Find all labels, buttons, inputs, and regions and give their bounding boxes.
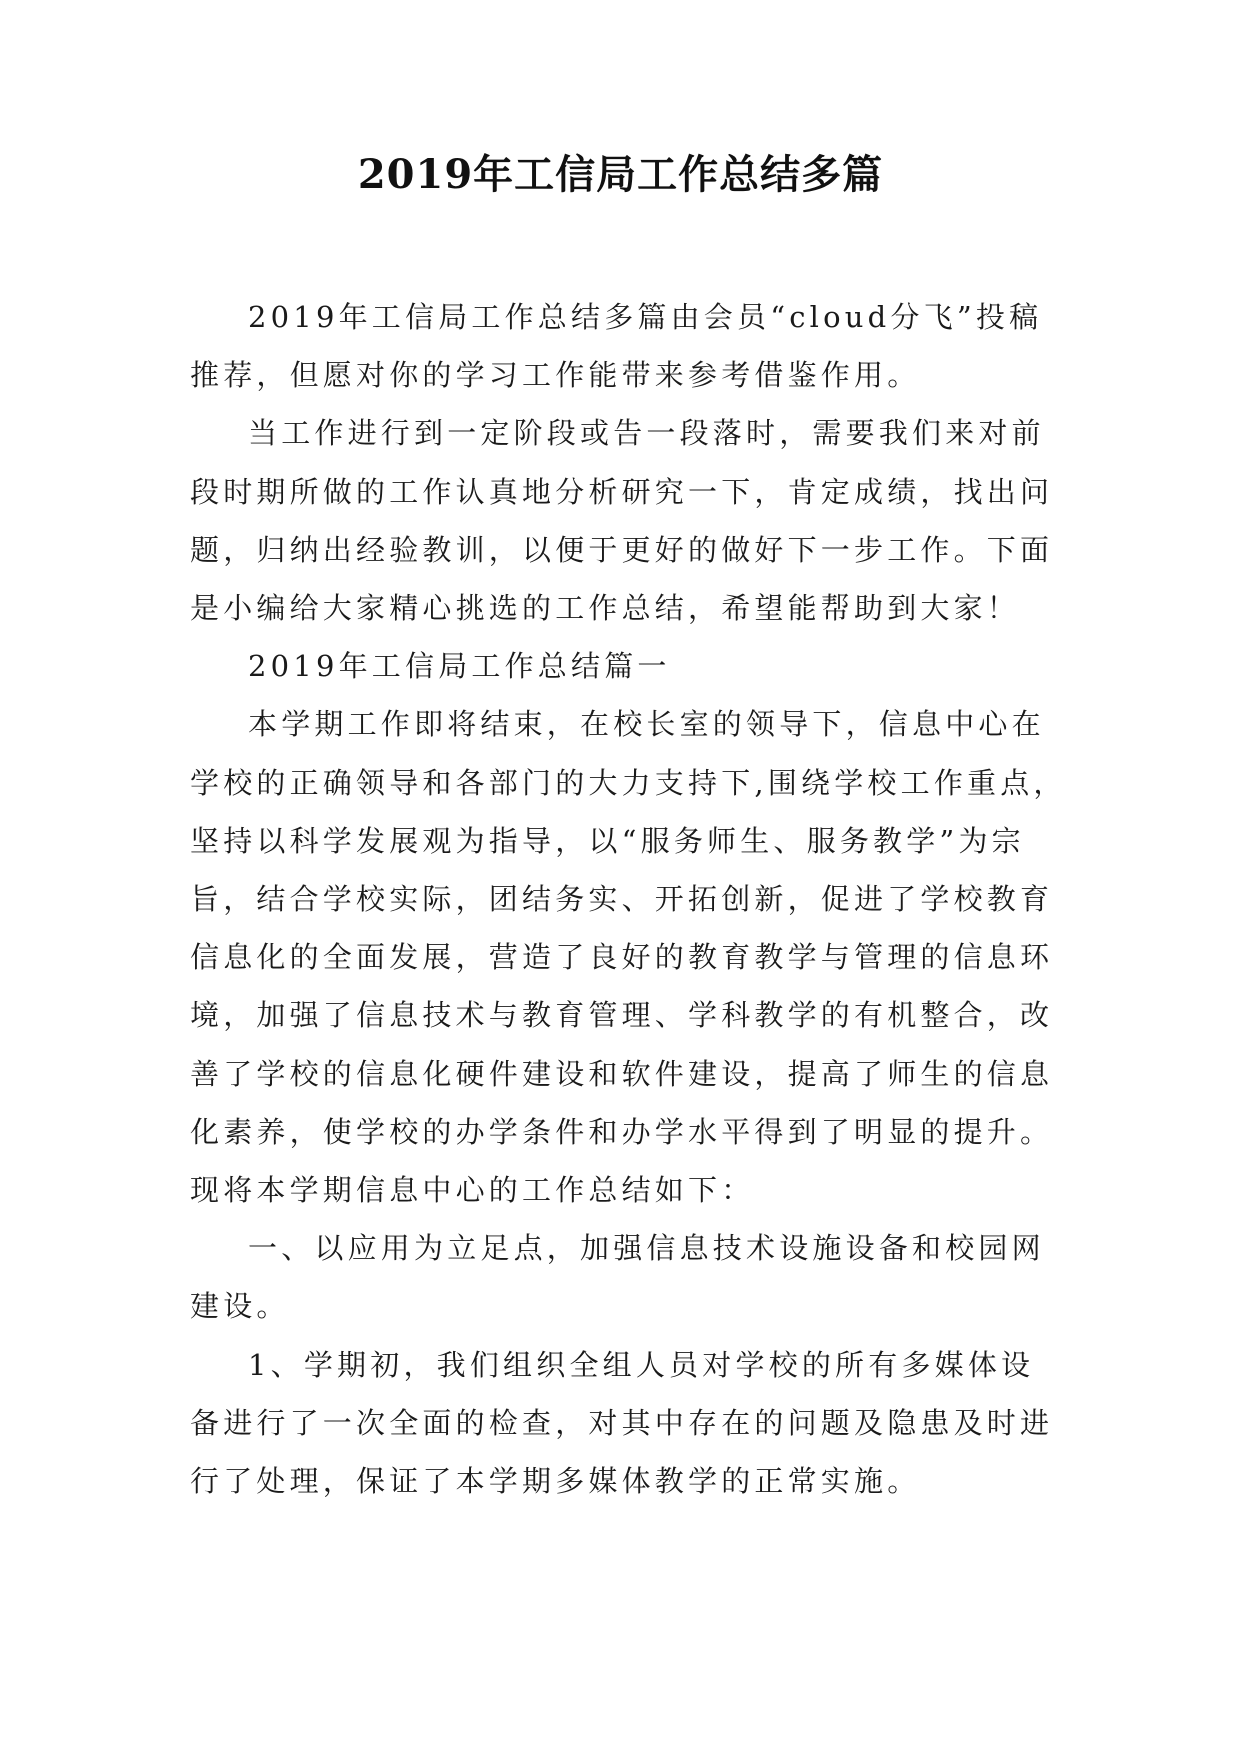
text-line: 建设。 (190, 1289, 290, 1324)
text-line: 信息化的全面发展，营造了良好的教育教学与管理的信息环 (190, 940, 1054, 975)
text-line: 本学期工作即将结束，在校长室的领导下，信息中心在 (248, 707, 1045, 742)
section-heading-part-one (190, 637, 1060, 695)
text-line: 善了学校的信息化硬件建设和软件建设，提高了师生的信息 (190, 1056, 1054, 1091)
text-line: 2019年工信局工作总结篇一 (248, 649, 671, 684)
text-line: 推荐，但愿对你的学习工作能带来参考借鉴作用。 (190, 358, 921, 393)
document-title: 2019年工信局工作总结多篇 (357, 151, 884, 198)
text-line: 现将本学期信息中心的工作总结如下： (190, 1173, 755, 1208)
text-line: 境，加强了信息技术与教育管理、学科教学的有机整合，改 (190, 998, 1054, 1033)
text-line: 行了处理，保证了本学期多媒体教学的正常实施。 (190, 1464, 921, 1499)
text-line: 题，归纳出经验教训，以便于更好的做好下一步工作。下面 (190, 532, 1054, 567)
text-line: 段时期所做的工作认真地分析研究一下，肯定成绩，找出问 (190, 474, 1054, 509)
text-line: 当工作进行到一定阶段或告一段落时，需要我们来对前 (248, 416, 1045, 451)
text-line: 化素养，使学校的办学条件和办学水平得到了明显的提升。 (190, 1114, 1054, 1149)
text-line: 一、以应用为立足点，加强信息技术设施设备和校园网 (248, 1231, 1045, 1266)
text-line: 2019年工信局工作总结多篇由会员“cloud分飞”投稿 (248, 300, 1043, 334)
text-line: 备进行了一次全面的检查，对其中存在的问题及隐患及时进 (190, 1405, 1054, 1440)
document-body (190, 288, 1067, 1510)
paragraph-preface (190, 404, 1060, 637)
text-line: 坚持以科学发展观为指导，以“服务师生、服务教学”为宗 (190, 823, 1025, 858)
paragraph-intro (190, 288, 1060, 404)
text-line: 是小编给大家精心挑选的工作总结，希望能帮助到大家！ (190, 591, 1021, 626)
paragraph-item-one (190, 1219, 1060, 1335)
paragraph-summary (190, 695, 1067, 1219)
text-line: 1、学期初，我们组织全组人员对学校的所有多媒体设 (248, 1347, 1035, 1382)
text-line: 学校的正确领导和各部门的大力支持下,围绕学校工作重点， (190, 765, 1067, 800)
paragraph-subitem-one (190, 1336, 1060, 1511)
text-line: 旨，结合学校实际，团结务实、开拓创新，促进了学校教育 (190, 882, 1054, 917)
